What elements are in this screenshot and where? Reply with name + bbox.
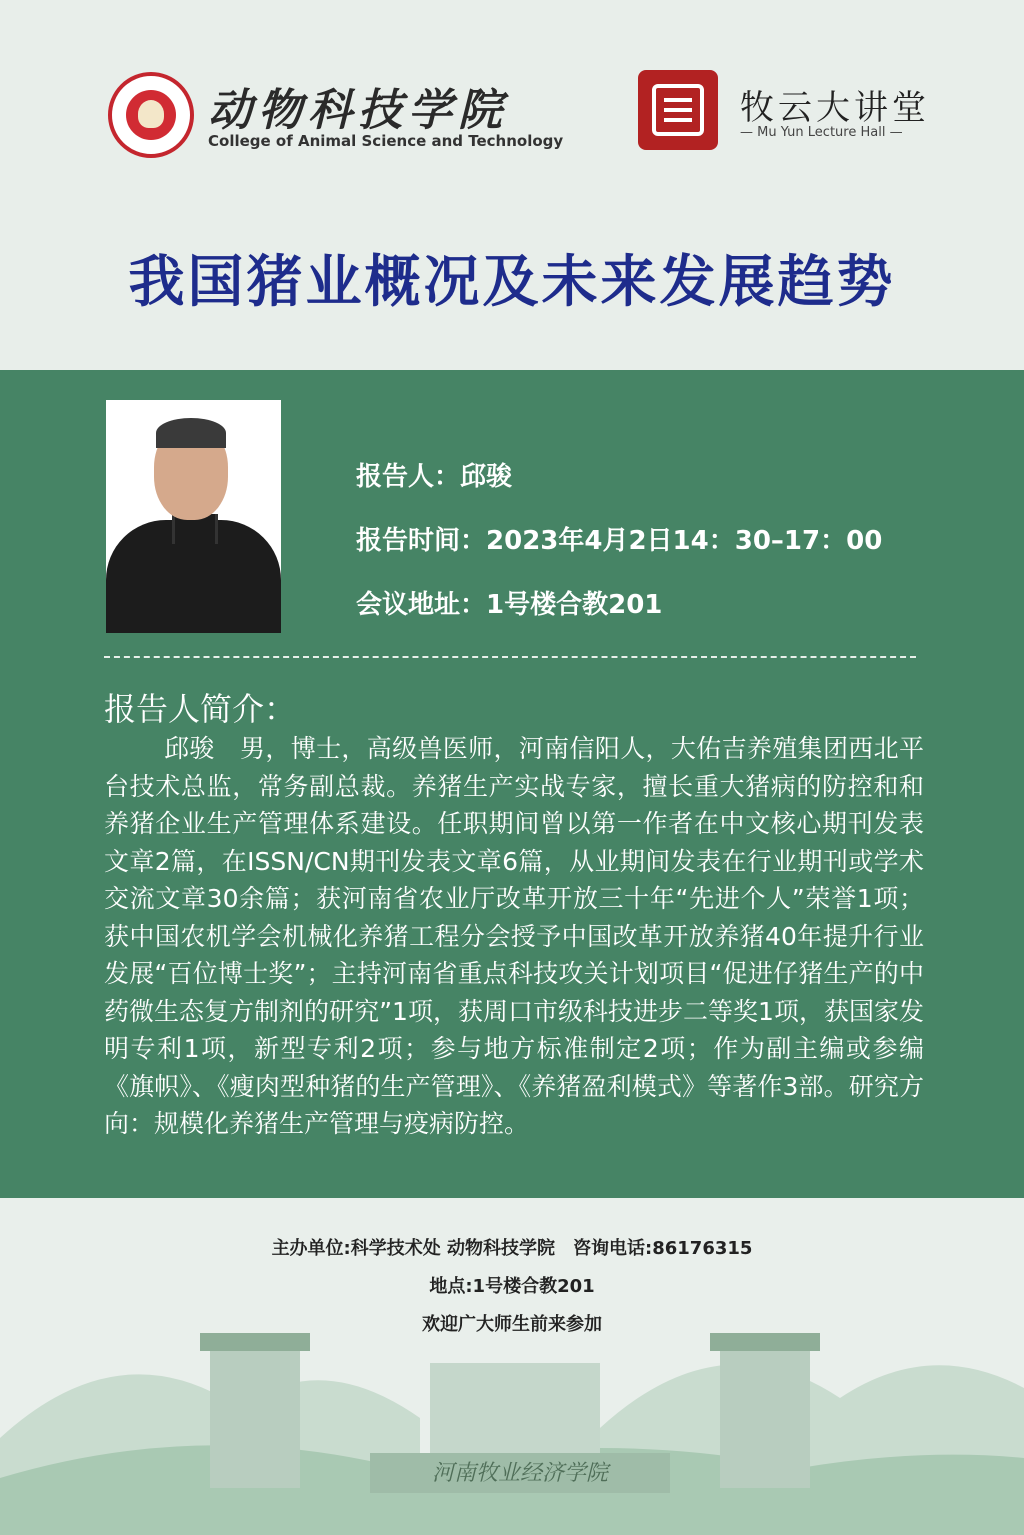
footer-welcome: 欢迎广大师生前来参加: [422, 1314, 602, 1335]
college-emblem-icon: [108, 72, 194, 158]
speaker-name: 邱骏: [460, 462, 513, 492]
seal-icon: [638, 70, 718, 150]
bio-text: 邱骏 男，博士，高级兽医师，河南信阳人，大佑吉养殖集团西北平台技术总监，常务副总裁。养猪生产实战专家，擅长重大猪病的防控和和养猪企业生产管理体系建设。任职期间曾以第一作者在中文核心期刊发表文章2篇，在ISSN/CN期刊发表文章6篇，从业期间发表在行业期刊或学术交流文章30余篇；获河南省农业厅改革开放三十年“先进个人”荣誉1项；获中国农机学会机械化养猪工程分会授予中国改革开放养猪40年提升行业发展“百位博士奖”；主持河南省重点科技攻关计划项目“促进仔猪生产的中药微生态复方制剂的研究”1项，获周口市级科技进步二等奖1项，获国家发明专利1项，新型专利2项；参与地方标准制定2项；作为副主编或参编《旗帜》、《瘦肉型种猪的生产管理》、《养猪盈利模式》等著作3部。研究方向：规模化养猪生产管理与疫病防控。: [104, 734, 924, 1138]
speaker-time-label: 报告时间：: [356, 526, 487, 556]
speaker-name-row: [356, 456, 512, 493]
speaker-venue: 1号楼合教201: [486, 590, 663, 620]
footer-organizer: 主办单位:科学技术处 动物科技学院 咨询电话:86176315: [271, 1238, 753, 1259]
divider: [104, 656, 916, 658]
speaker-time-row: [356, 520, 882, 557]
footer-area: [0, 1198, 1024, 1535]
college-name-cn: 动物科技学院: [208, 85, 508, 136]
lecture-title: 我国猪业概况及未来发展趋势: [128, 250, 896, 315]
speaker-photo: [106, 400, 281, 633]
footer-location: 地点:1号楼合教201: [429, 1276, 595, 1297]
speaker-venue-row: [356, 584, 662, 621]
lecture-hall-name-en: — Mu Yun Lecture Hall —: [740, 125, 903, 140]
bio-heading: 报告人简介：: [104, 690, 297, 728]
gate-inscription: 河南牧业经济学院: [431, 1461, 609, 1486]
lecture-hall-name-cn: 牧云大讲堂: [740, 88, 930, 128]
speaker-time: 2023年4月2日14：30–17：00: [486, 526, 883, 556]
speaker-venue-label: 会议地址：: [356, 590, 487, 620]
college-name-en: College of Animal Science and Technology: [208, 132, 564, 150]
speaker-name-label: 报告人：: [356, 462, 461, 492]
